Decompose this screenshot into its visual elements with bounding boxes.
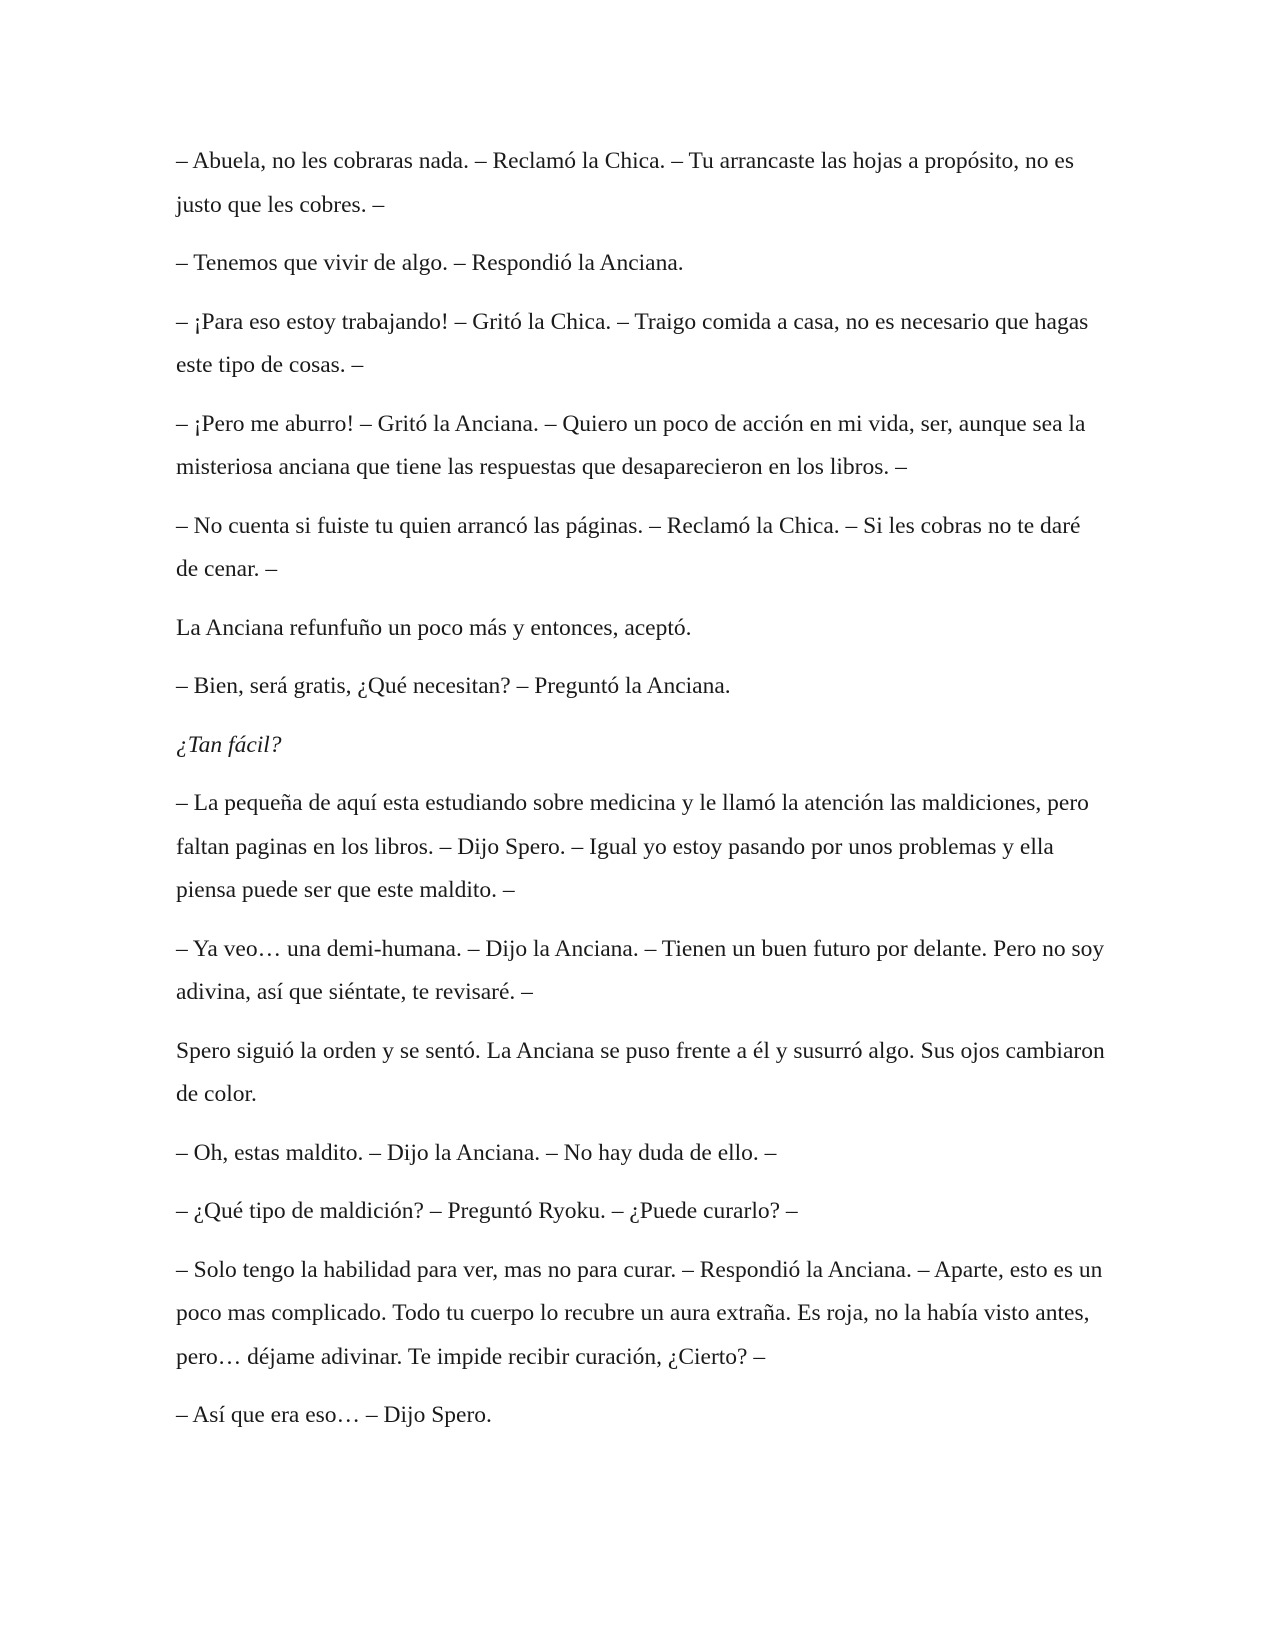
paragraph: – La pequeña de aquí esta estudiando sobre medicina y le llamó la atención las maldiciones, pero faltan paginas en los libros. – Dijo Spero. – Igual yo estoy pasando por unos problemas y ella piensa puede ser que este maldito. –: [176, 790, 1089, 903]
paragraph: – Tenemos que vivir de algo. – Respondió la Anciana.: [176, 250, 684, 276]
paragraph: – Abuela, no les cobraras nada. – Reclamó la Chica. – Tu arrancaste las hojas a propósito, no es justo que les cobres. –: [176, 148, 1074, 218]
paragraph: La Anciana refunfuño un poco más y entonces, aceptó.: [176, 614, 692, 641]
paragraph: – ¡Para eso estoy trabajando! – Gritó la Chica. – Traigo comida a casa, no es necesario que hagas este tipo de cosas. –: [176, 308, 1089, 378]
paragraph: – Oh, estas maldito. – Dijo la Anciana. – No hay duda de ello. –: [176, 1139, 777, 1166]
paragraph: – Bien, será gratis, ¿Qué necesitan? – Preguntó la Anciana.: [176, 673, 731, 699]
paragraph: – Solo tengo la habilidad para ver, mas no para curar. – Respondió la Anciana. – Aparte, esto es un poco mas complicado. Todo tu cuerpo lo recubre un aura extraña. Es roja, no la había visto antes, pero… déjame adivinar. Te impide recibir curación, ¿Cierto? –: [176, 1256, 1103, 1370]
paragraph: – ¿Qué tipo de maldición? – Preguntó Ryoku. – ¿Puede curarlo? –: [176, 1198, 798, 1224]
paragraph: – Así que era eso… – Dijo Spero.: [176, 1402, 492, 1428]
paragraph: Spero siguió la orden y se sentó. La Anciana se puso frente a él y susurró algo. Sus ojos cambiaron de color.: [176, 1037, 1105, 1107]
paragraph: – Ya veo… una demi-humana. – Dijo la Anciana. – Tienen un buen futuro por delante. Pero no soy adivina, así que siéntate, te revisaré. –: [176, 935, 1105, 1005]
paragraph: – ¡Pero me aburro! – Gritó la Anciana. – Quiero un poco de acción en mi vida, ser, aunque sea la misteriosa anciana que tiene las respuestas que desaparecieron en los libros. –: [176, 410, 1086, 480]
paragraph: – No cuenta si fuiste tu quien arrancó las páginas. – Reclamó la Chica. – Si les cobras no te daré de cenar. –: [176, 512, 1081, 582]
document-body: [176, 140, 1106, 1453]
italic-thought: ¿Tan fácil?: [176, 731, 282, 758]
